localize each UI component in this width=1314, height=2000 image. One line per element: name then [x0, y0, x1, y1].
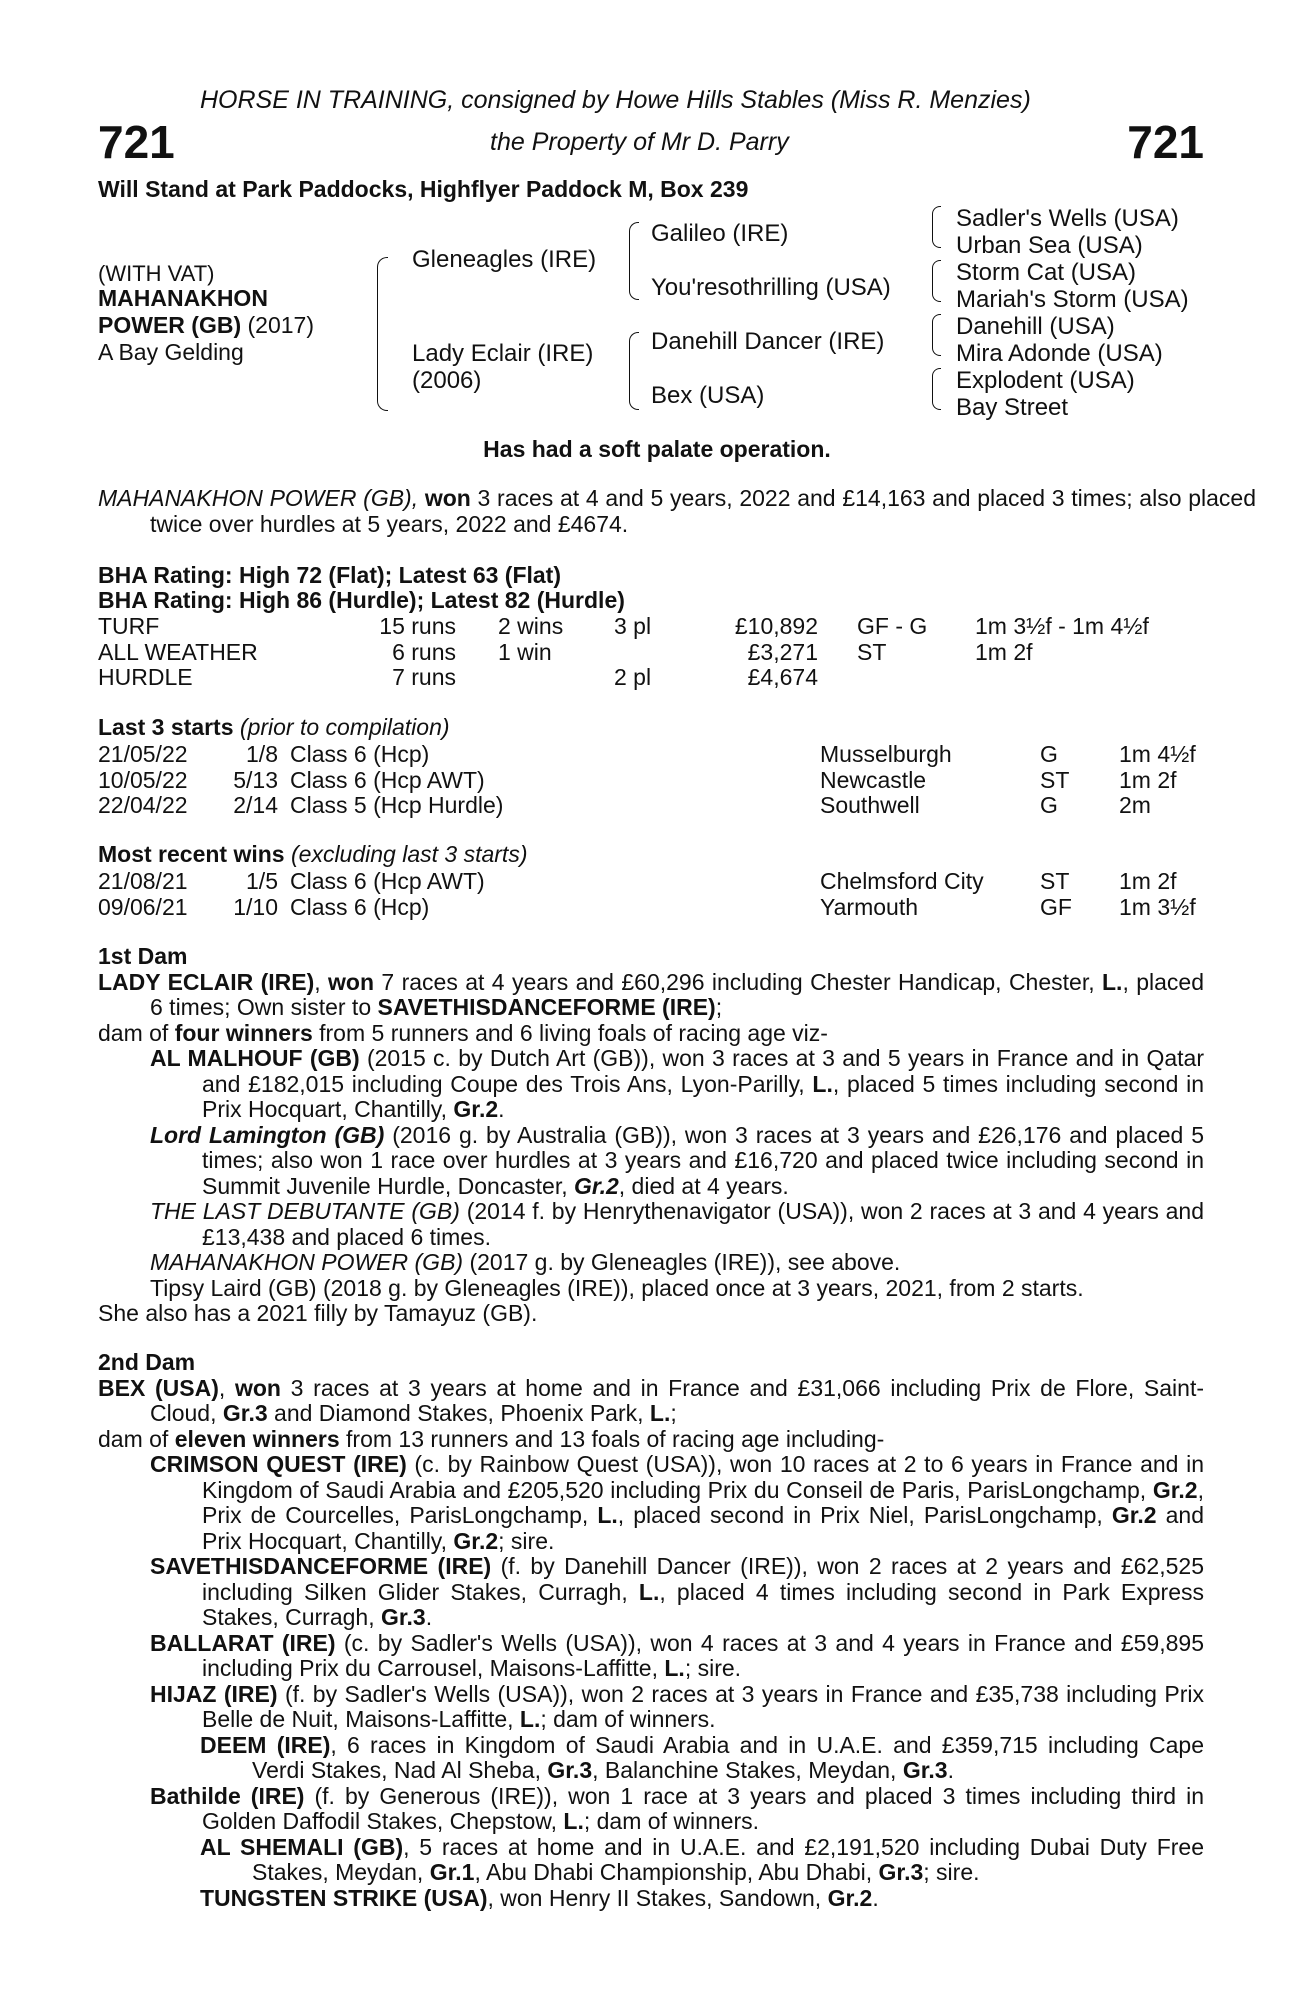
consignor-line: HORSE IN TRAINING, consigned by Howe Hills Stables (Miss R. Menzies): [200, 86, 1031, 114]
start-distance: 1m 4½f: [1119, 741, 1196, 767]
start-course: Musselburgh: [820, 741, 952, 767]
stand-line: Will Stand at Park Paddocks, Highflyer Paddock M, Box 239: [98, 176, 749, 202]
record-surface: HURDLE: [98, 664, 193, 690]
lot-number-left: 721: [98, 116, 175, 168]
horse-name-2: POWER (GB) (2017): [98, 312, 314, 338]
sdd: Mariah's Storm (USA): [956, 286, 1189, 313]
rating-flat: BHA Rating: High 72 (Flat); Latest 63 (Flat): [98, 562, 561, 588]
record-runs: 7 runs: [392, 664, 456, 690]
produce-entry: BALLARAT (IRE) (c. by Sadler's Wells (USA)), won 4 races at 3 and 4 years in France and £59,895 including Prix du Carrousel, Maisons-Laffitte, L.; sire.: [150, 1629, 1204, 1681]
owner-line: the Property of Mr D. Parry: [490, 128, 789, 156]
brace-1: [377, 257, 388, 411]
produce-entry: Lord Lamington (GB) (2016 g. by Australia (GB)), won 3 races at 3 years and £26,176 and placed 5 times; also won 1 race over hurdles at 3 years and £16,720 and placed twice including second in Summit Juvenile Hurdle, Doncaster, Gr.2, died at 4 years.: [150, 1121, 1204, 1199]
recent-wins-table: [0, 868, 1314, 923]
start-position: 2/14: [233, 792, 278, 818]
grand-produce-entry: AL SHEMALI (GB), 5 races at home and in U.A.E. and £2,191,520 including Dubai Duty Free Stakes, Meydan, Gr.1, Abu Dhabi Championship, Abu Dhabi, Gr.3; sire.: [200, 1833, 1204, 1885]
start-going: ST: [1040, 766, 1070, 793]
first-dam-section: [98, 944, 1204, 1327]
win-race: Class 6 (Hcp AWT): [290, 868, 485, 894]
record-row: [0, 664, 1314, 690]
last-starts-table: [0, 741, 1314, 821]
win-distance: 1m 3½f: [1119, 893, 1196, 920]
record-wins: 1 win: [498, 638, 552, 665]
produce-entry: AL MALHOUF (GB) (2015 c. by Dutch Art (GB)), won 3 races at 3 and 5 years in France and in Qatar and £182,015 including Coupe des Trois Ans, Lyon-Parilly, L., placed 5 times including second in Prix Hocquart, Chantilly, Gr.2.: [150, 1045, 1204, 1122]
horse-name-1: MAHANAKHON: [98, 285, 268, 311]
brace-6: [932, 314, 941, 356]
dss: Danehill (USA): [956, 313, 1115, 340]
record-row: [0, 639, 1314, 665]
record-placed: 2 pl: [614, 664, 652, 690]
dam-1: Lady Eclair (IRE): [412, 340, 594, 367]
win-going: GF: [1040, 893, 1072, 920]
dam-sire: Danehill Dancer (IRE): [651, 328, 885, 355]
summary-paragraph: MAHANAKHON POWER (GB), won 3 races at 4 and 5 years, 2022 and £14,163 and placed 3 times; also placed twice over hurdles at 5 years, 2022 and £4674.: [98, 485, 1256, 537]
start-row: [0, 741, 1314, 767]
record-prize: £10,892: [734, 613, 818, 639]
dam-dam: Bex (USA): [651, 382, 765, 409]
record-placed: 3 pl: [614, 613, 652, 639]
record-prize: £4,674: [747, 664, 818, 690]
start-course: Newcastle: [820, 766, 927, 793]
second-dam-heading: 2nd Dam: [98, 1349, 196, 1375]
produce-entry: Bathilde (IRE) (f. by Generous (IRE)), won 1 race at 3 years and placed 3 times including third in Golden Daffodil Stakes, Chepstow, L.; dam of winners.: [150, 1782, 1205, 1834]
brace-2: [629, 222, 639, 300]
record-runs: 15 runs: [379, 613, 456, 639]
second-dam-section: [98, 1350, 1204, 1911]
win-date: 09/06/21: [98, 893, 188, 920]
start-row: [0, 767, 1314, 793]
record-going: ST: [857, 638, 887, 665]
horse-description: A Bay Gelding: [98, 339, 244, 365]
operation-note: Has had a soft palate operation.: [483, 436, 831, 462]
record-surface: ALL WEATHER: [98, 638, 258, 665]
second-dam-produce-summary: dam of eleven winners from 13 runners and 13 foals of racing age including-: [98, 1425, 885, 1452]
record-distance: 1m 3½f - 1m 4½f: [975, 613, 1149, 639]
brace-4: [932, 206, 941, 248]
record-surface: TURF: [98, 613, 160, 639]
start-position: 5/13: [233, 766, 278, 793]
start-course: Southwell: [820, 792, 920, 818]
start-going: G: [1040, 792, 1058, 818]
sire-sire: Galileo (IRE): [651, 220, 789, 247]
sss: Sadler's Wells (USA): [956, 205, 1179, 232]
first-dam-produce-summary: dam of four winners from 5 runners and 6 living foals of racing age viz-: [98, 1019, 828, 1046]
start-distance: 1m 2f: [1119, 766, 1177, 793]
produce-entry: HIJAZ (IRE) (f. by Sadler's Wells (USA)), won 2 races at 3 years in France and £35,738 including Prix Belle de Nuit, Maisons-Laffitte, L.; dam of winners.: [150, 1680, 1204, 1732]
ssd: Urban Sea (USA): [956, 232, 1143, 259]
record-prize: £3,271: [747, 638, 818, 665]
record-wins: 2 wins: [498, 613, 564, 639]
start-race: Class 6 (Hcp): [290, 741, 430, 767]
win-race: Class 6 (Hcp): [290, 893, 430, 920]
last-starts-heading: Last 3 starts (prior to compilation): [98, 714, 450, 740]
first-dam-paragraph: LADY ECLAIR (IRE), won 7 races at 4 years and £60,296 including Chester Handicap, Chester, L., placed 6 times; Own sister to SAVETHISDANCEFORME (IRE);: [98, 968, 1204, 1020]
grand-produce-entry: TUNGSTEN STRIKE (USA), won Henry II Stakes, Sandown, Gr.2.: [200, 1884, 879, 1911]
start-date: 10/05/22: [98, 766, 188, 793]
first-dam-heading: 1st Dam: [98, 943, 188, 969]
win-course: Chelmsford City: [820, 868, 984, 894]
win-going: ST: [1040, 868, 1070, 894]
brace-5: [932, 260, 941, 302]
record-distance: 1m 2f: [975, 638, 1033, 665]
produce-entry: CRIMSON QUEST (IRE) (c. by Rainbow Quest (USA)), won 10 races at 2 to 6 years in France and in Kingdom of Saudi Arabia and £205,520 including Prix du Conseil de Paris, ParisLongchamp, Gr.2, Prix de Courcelles, ParisLongchamp, L., placed second in Prix Niel, ParisLongchamp, Gr.2 and Prix Hocquart, Chantilly, Gr.2; sire.: [150, 1451, 1205, 1554]
win-row: [0, 868, 1314, 894]
start-race: Class 6 (Hcp AWT): [290, 766, 485, 793]
sire: Gleneagles (IRE): [412, 246, 597, 273]
start-date: 22/04/22: [98, 792, 188, 818]
vat-label: (WITH VAT): [98, 261, 215, 286]
win-row: [0, 894, 1314, 920]
brace-3: [629, 332, 639, 410]
dam-2: (2006): [412, 367, 482, 394]
dds: Explodent (USA): [956, 367, 1135, 394]
win-date: 21/08/21: [98, 868, 188, 894]
start-date: 21/05/22: [98, 741, 188, 767]
produce-entry: Tipsy Laird (GB) (2018 g. by Gleneagles (IRE)), placed once at 3 years, 2021, from 2 starts.: [150, 1274, 1084, 1301]
start-position: 1/8: [246, 741, 278, 767]
second-dam-paragraph: BEX (USA), won 3 races at 3 years at home and in France and £31,066 including Prix de Flore, Saint-Cloud, Gr.3 and Diamond Stakes, Phoenix Park, L.;: [98, 1374, 1205, 1426]
produce-entry: SAVETHISDANCEFORME (IRE) (f. by Danehill Dancer (IRE)), won 2 races at 2 years and £62,525 including Silken Glider Stakes, Curragh, L., placed 4 times including second in Park Express Stakes, Curragh, Gr.3.: [150, 1553, 1204, 1630]
record-runs: 6 runs: [392, 638, 456, 665]
record-table: [0, 613, 1314, 693]
produce-entry: MAHANAKHON POWER (GB) (2017 g. by Gleneagles (IRE)), see above.: [150, 1249, 901, 1275]
lot-number-right: 721: [1127, 116, 1204, 168]
rating-hurdle: BHA Rating: High 86 (Hurdle); Latest 82 (Hurdle): [98, 587, 625, 613]
record-row: [0, 613, 1314, 639]
produce-note: She also has a 2021 filly by Tamayuz (GB).: [98, 1300, 538, 1326]
sire-dam: You'resothrilling (USA): [651, 274, 891, 301]
start-distance: 2m: [1119, 792, 1151, 818]
start-row: [0, 792, 1314, 818]
win-position: 1/10: [233, 893, 278, 920]
ddd: Bay Street: [956, 394, 1069, 421]
win-position: 1/5: [246, 868, 278, 894]
win-course: Yarmouth: [820, 893, 919, 920]
dsd: Mira Adonde (USA): [956, 340, 1163, 367]
sds: Storm Cat (USA): [956, 259, 1137, 286]
brace-7: [932, 368, 941, 410]
record-going: GF - G: [857, 613, 928, 639]
start-going: G: [1040, 741, 1058, 767]
start-race: Class 5 (Hcp Hurdle): [290, 792, 504, 818]
produce-entry: THE LAST DEBUTANTE (GB) (2014 f. by Henrythenavigator (USA)), won 2 races at 3 and 4 years and £13,438 and placed 6 times.: [150, 1198, 1205, 1250]
win-distance: 1m 2f: [1119, 868, 1177, 894]
recent-wins-heading: Most recent wins (excluding last 3 starts): [98, 841, 528, 867]
grand-produce-entry: DEEM (IRE), 6 races in Kingdom of Saudi Arabia and in U.A.E. and £359,715 including Cape Verdi Stakes, Nad Al Sheba, Gr.3, Balanchine Stakes, Meydan, Gr.3.: [200, 1731, 1204, 1783]
